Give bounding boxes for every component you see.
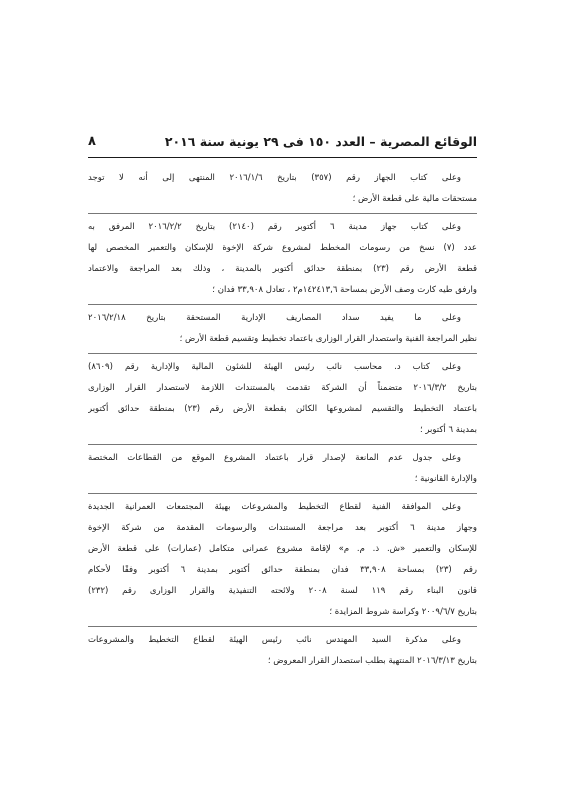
paragraph-line: بتاريخ ٢٠٠٩/٦/٧ وكراسة شروط المزايدة ؛ bbox=[329, 607, 477, 617]
paragraph-line: وعلى الموافقة الفنية لقطاع التخطيط والمشروعات بهيئة المجتمعات العمرانية الجديدة bbox=[88, 502, 461, 512]
paragraph-line: وعلى كتاب د. محاسب نائب رئيس الهيئة للشئون المالية والإدارية رقم (٨٦٠٩) bbox=[88, 362, 461, 372]
paragraph bbox=[88, 448, 477, 490]
document-body bbox=[88, 168, 477, 672]
paragraph-line: بتاريخ ٢٠١٦/٣/١٣ المنتهية بطلب استصدار القرار المعروض ؛ bbox=[267, 656, 477, 666]
paragraph-line: عدد (٧) نسخ من رسومات المخطط لمشروع شركة الإخوة للإسكان والتعمير المخصص لها bbox=[88, 243, 477, 253]
paragraph-line: وعلى جدول عدم المانعة لإصدار قرار باعتماد المشروع الموقع من القطاعات المختصة bbox=[88, 453, 461, 463]
paragraph-line: نظير المراجعة الفنية واستصدار القرار الوزارى باعتماد تخطيط وتقسيم قطعة الأرض ؛ bbox=[179, 334, 477, 344]
paragraph-separator bbox=[88, 444, 477, 445]
page-header bbox=[88, 133, 477, 151]
paragraph bbox=[88, 308, 477, 350]
paragraph-line: بمدينة ٦ أكتوبر ؛ bbox=[419, 425, 477, 435]
paragraph-line: وعلى كتاب الجهاز رقم (٣٥٧) بتاريخ ٢٠١٦/١/٦ المنتهى إلى أنه لا توجد bbox=[88, 173, 461, 183]
paragraph-line: والإدارة القانونية ؛ bbox=[414, 474, 477, 484]
paragraph-line: بتاريخ ٢٠١٦/٣/٢ متضمناً أن الشركة تقدمت بالمستندات اللازمة لاستصدار القرار الوزارى bbox=[88, 383, 477, 393]
paragraph bbox=[88, 217, 477, 301]
gazette-title: الوقائع المصرية – العدد ١٥٠ فى ٢٩ يونية سنة ٢٠١٦ bbox=[164, 134, 477, 149]
paragraph-line: مستحقات مالية على قطعة الأرض ؛ bbox=[352, 194, 477, 204]
paragraph-line: وعلى مذكرة السيد المهندس نائب رئيس الهيئة لقطاع التخطيط والمشروعات bbox=[88, 635, 461, 645]
paragraph-line: قطعة الأرض رقم (٢٣) بمنطقة حدائق أكتوبر بالمدينة ، وذلك بعد المراجعة والاعتماد bbox=[88, 264, 477, 274]
paragraph-separator bbox=[88, 626, 477, 627]
paragraph bbox=[88, 357, 477, 441]
paragraph-separator bbox=[88, 493, 477, 494]
paragraph-line: وعلى ما يفيد سداد المصاريف الإدارية المستحقة بتاريخ ٢٠١٦/٢/١٨ bbox=[88, 313, 461, 323]
page-number: ٨ bbox=[88, 134, 96, 149]
paragraph-line: وعلى كتاب جهاز مدينة ٦ أكتوبر رقم (٢١٤٠) بتاريخ ٢٠١٦/٢/٢ المرفق به bbox=[88, 222, 461, 232]
paragraph-line: للإسكان والتعمير «ش. ذ. م. م» لإقامة مشروع عمرانى متكامل (عمارات) على قطعة الأرض bbox=[88, 544, 477, 554]
paragraph-line: وارفق طيه كارت وصف الأرض بمساحة ١٤٢٤١٣,٦م٢ ، تعادل ٣٣,٩٠٨ فدان ؛ bbox=[212, 285, 477, 295]
paragraph-line: رقم (٢٣) بمساحة ٣٣,٩٠٨ فدان بمنطقة حدائق أكتوبر بمدينة ٦ أكتوبر وفقًا لأحكام bbox=[88, 565, 477, 575]
paragraph bbox=[88, 630, 477, 672]
paragraph-line: وجهاز مدينة ٦ أكتوبر بعد مراجعة المستندات والرسومات المقدمة من شركة الإخوة bbox=[88, 523, 477, 533]
paragraph bbox=[88, 497, 477, 623]
paragraph-separator bbox=[88, 353, 477, 354]
paragraph-line: قانون البناء رقم ١١٩ لسنة ٢٠٠٨ ولائحته التنفيذية والقرار الوزارى رقم (٢٣٢) bbox=[88, 586, 477, 596]
paragraph-separator bbox=[88, 213, 477, 214]
paragraph-line: باعتماد التخطيط والتقسيم لمشروعها الكائن بقطعة الأرض رقم (٢٣) بمنطقة حدائق أكتوبر bbox=[88, 404, 477, 414]
header-divider bbox=[88, 157, 477, 158]
paragraph-separator bbox=[88, 304, 477, 305]
paragraph bbox=[88, 168, 477, 210]
